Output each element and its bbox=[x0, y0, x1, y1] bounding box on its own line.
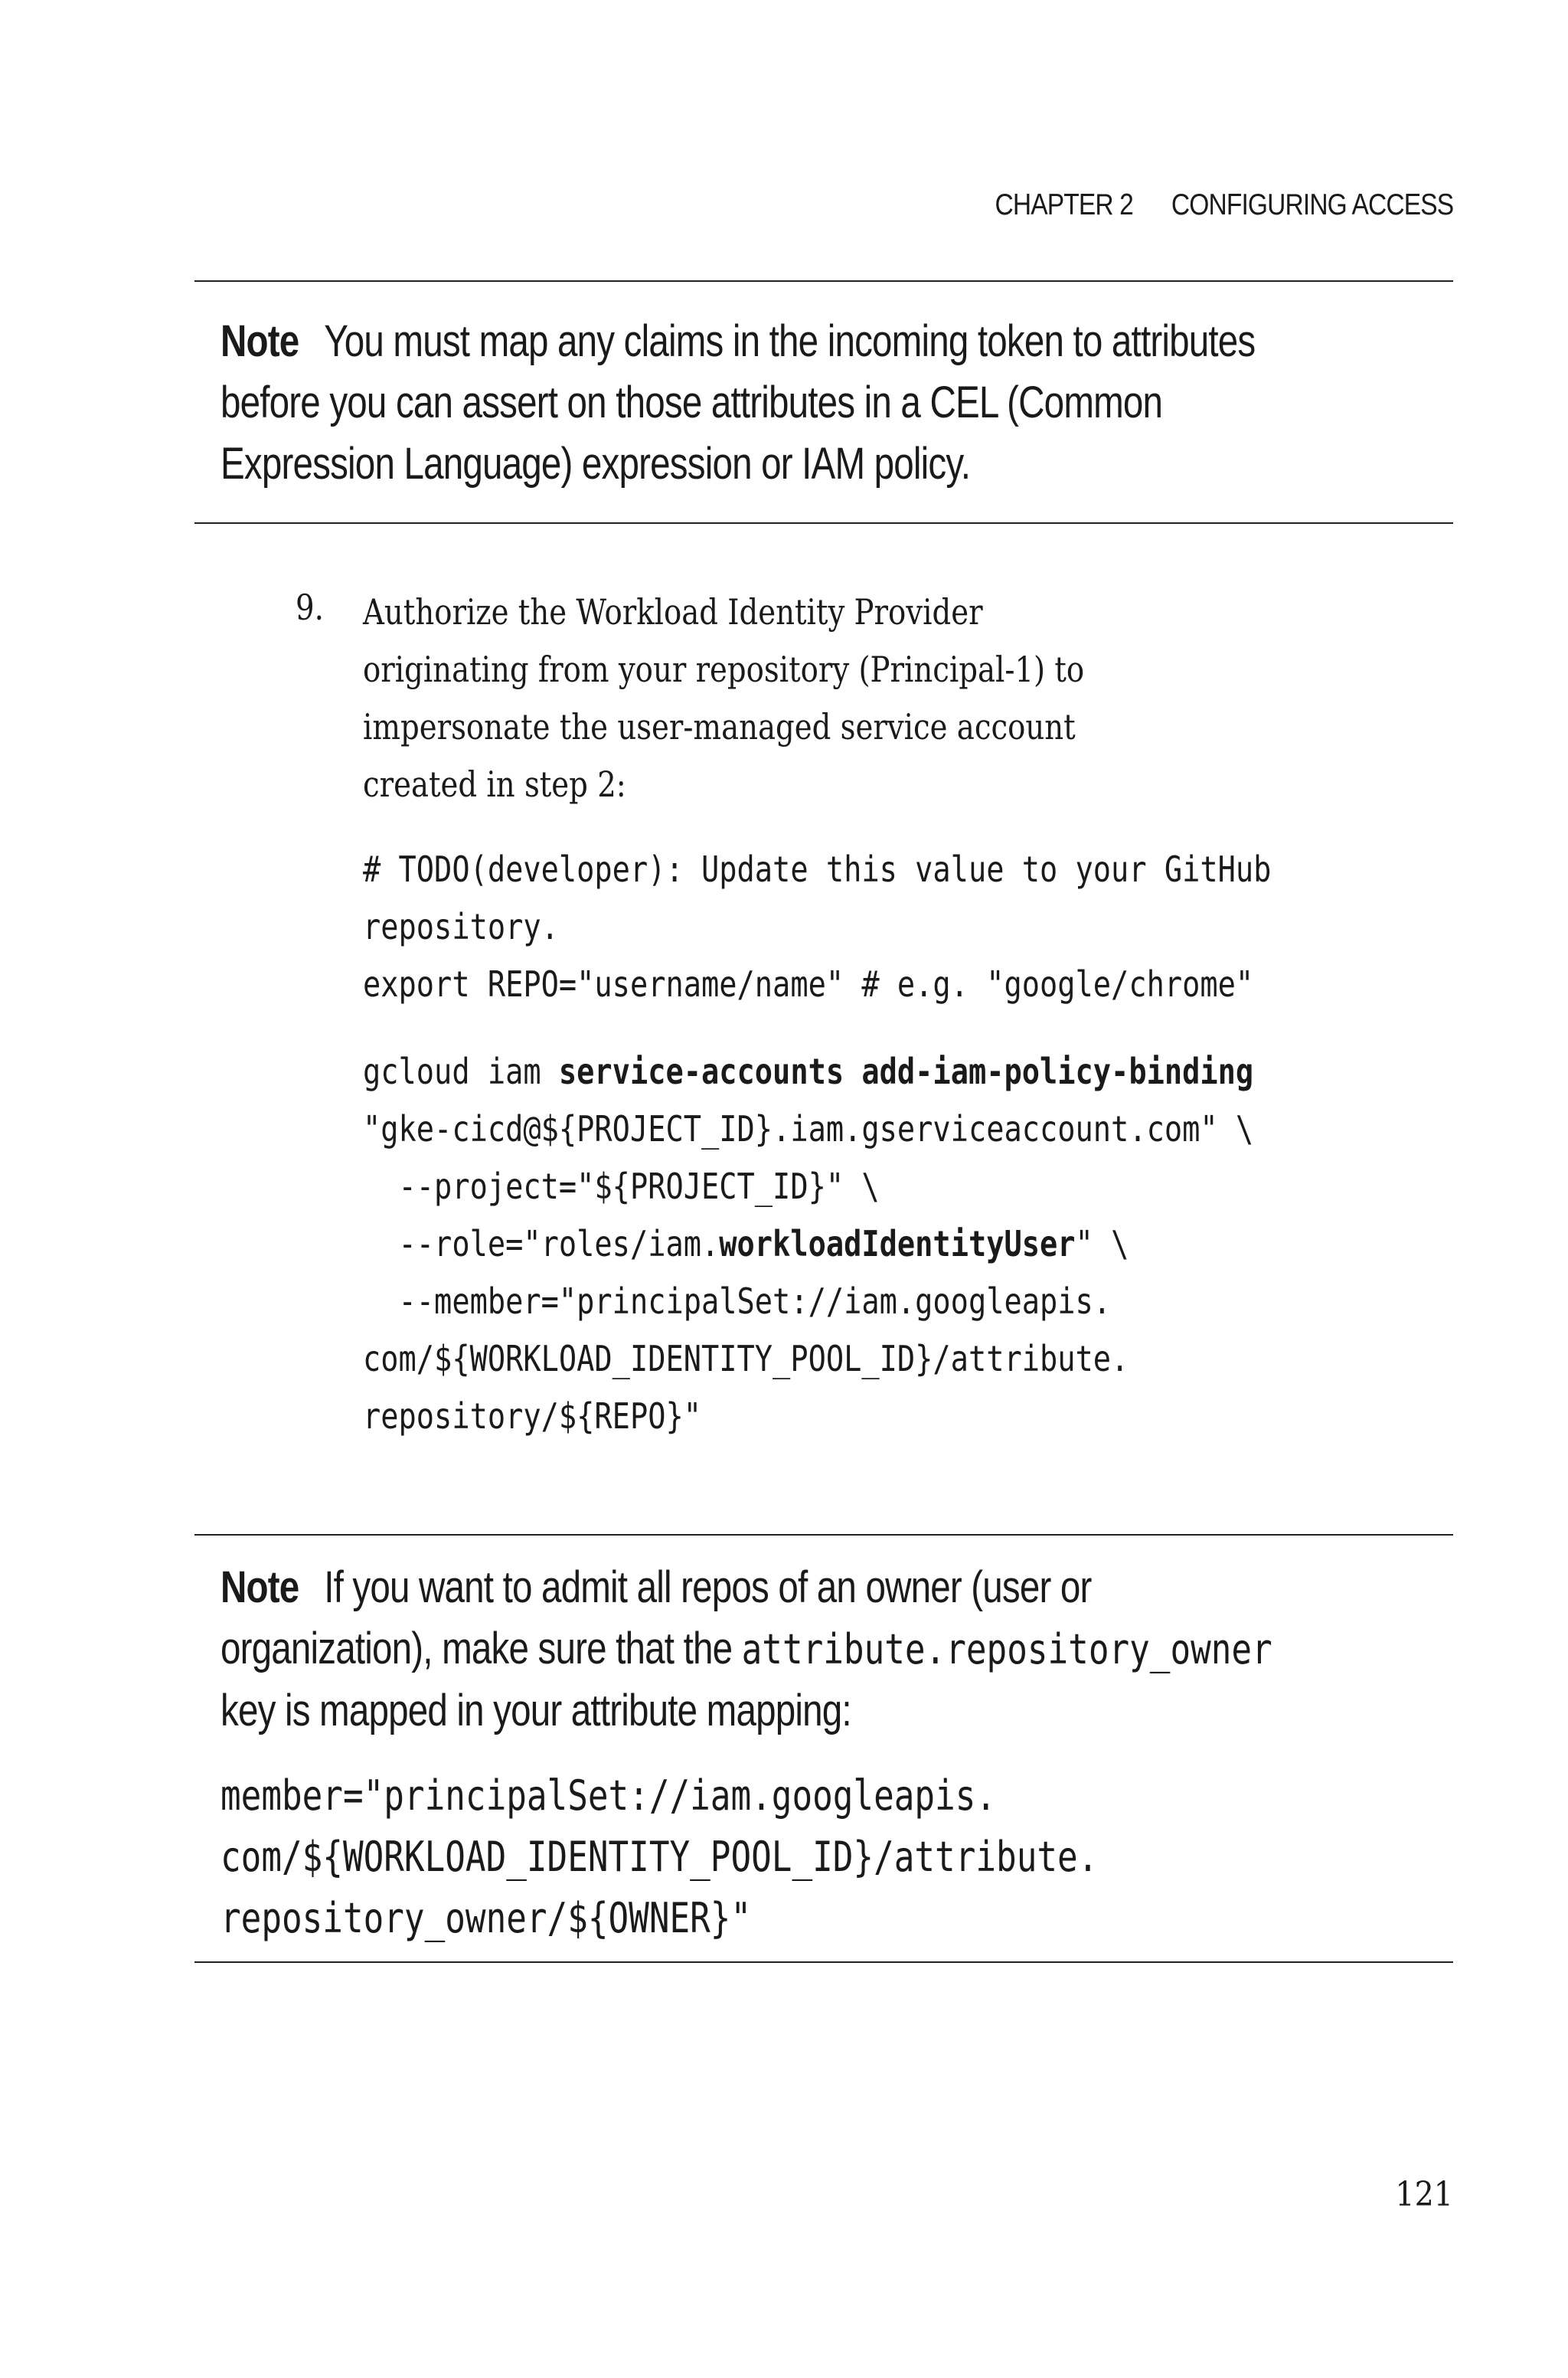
code-line: member="principalSet://iam.googleapis. bbox=[220, 1771, 997, 1820]
note-label: Note bbox=[220, 1562, 299, 1612]
code-line: gcloud iam bbox=[363, 1051, 559, 1092]
running-header bbox=[995, 188, 1453, 222]
step-text bbox=[363, 584, 1199, 813]
note-line: If you want to admit all repos of an owner (user or bbox=[324, 1562, 1092, 1612]
step-number: 9. bbox=[296, 587, 324, 628]
note-line: before you can assert on those attributes in a CEL (Common bbox=[220, 378, 1163, 427]
code-block-iam-binding bbox=[363, 1043, 1253, 1445]
inline-code: attribute.repository_owner bbox=[741, 1625, 1272, 1673]
note-label: Note bbox=[220, 316, 299, 366]
note-line: You must map any claims in the incoming token to attributes bbox=[324, 316, 1256, 366]
code-line: --project="${PROJECT_ID}" \ bbox=[363, 1166, 880, 1207]
note-box-claims bbox=[194, 280, 1453, 524]
code-line: repository_owner/${OWNER}" bbox=[220, 1894, 752, 1942]
note-box-repo-owner bbox=[194, 1534, 1453, 1963]
code-line: com/${WORKLOAD_IDENTITY_POOL_ID}/attribute. bbox=[220, 1833, 1099, 1881]
code-keyword: workloadIdentityUser bbox=[719, 1223, 1076, 1264]
code-line: "gke-cicd@${PROJECT_ID}.iam.gserviceaccount.com" \ bbox=[363, 1108, 1254, 1150]
code-keyword: service-accounts add-iam-policy-binding bbox=[558, 1051, 1254, 1092]
chapter-title: CONFIGURING ACCESS bbox=[1171, 188, 1453, 221]
code-line: export REPO="username/name" # e.g. "google/chrome" bbox=[363, 963, 1254, 1005]
note-line: Expression Language) expression or IAM policy. bbox=[220, 439, 971, 489]
note-code-block bbox=[220, 1765, 1098, 1949]
note-line: organization), make sure that the bbox=[220, 1624, 742, 1673]
code-line: repository. bbox=[363, 906, 559, 947]
code-block-export-repo bbox=[363, 841, 1271, 1013]
note-text bbox=[220, 1557, 1351, 1742]
step-line: originating from your repository (Principal-1) to bbox=[363, 649, 1085, 690]
step-line: Authorize the Workload Identity Provider bbox=[363, 591, 983, 633]
code-line: # TODO(developer): Update this value to your GitHub bbox=[363, 849, 1272, 890]
code-line: " \ bbox=[1075, 1223, 1129, 1264]
chapter-number: CHAPTER 2 bbox=[995, 188, 1133, 221]
code-line: repository/${REPO}" bbox=[363, 1395, 702, 1437]
code-line: --member="principalSet://iam.googleapis. bbox=[363, 1281, 1112, 1322]
step-line: created in step 2: bbox=[363, 764, 626, 805]
note-text bbox=[220, 311, 1351, 495]
code-line: --role="roles/iam. bbox=[363, 1223, 720, 1264]
code-line: com/${WORKLOAD_IDENTITY_POOL_ID}/attribute. bbox=[363, 1338, 1129, 1379]
note-line: key is mapped in your attribute mapping: bbox=[220, 1686, 851, 1735]
step-line: impersonate the user-managed service account bbox=[363, 706, 1076, 747]
page-number: 121 bbox=[1395, 2175, 1453, 2214]
